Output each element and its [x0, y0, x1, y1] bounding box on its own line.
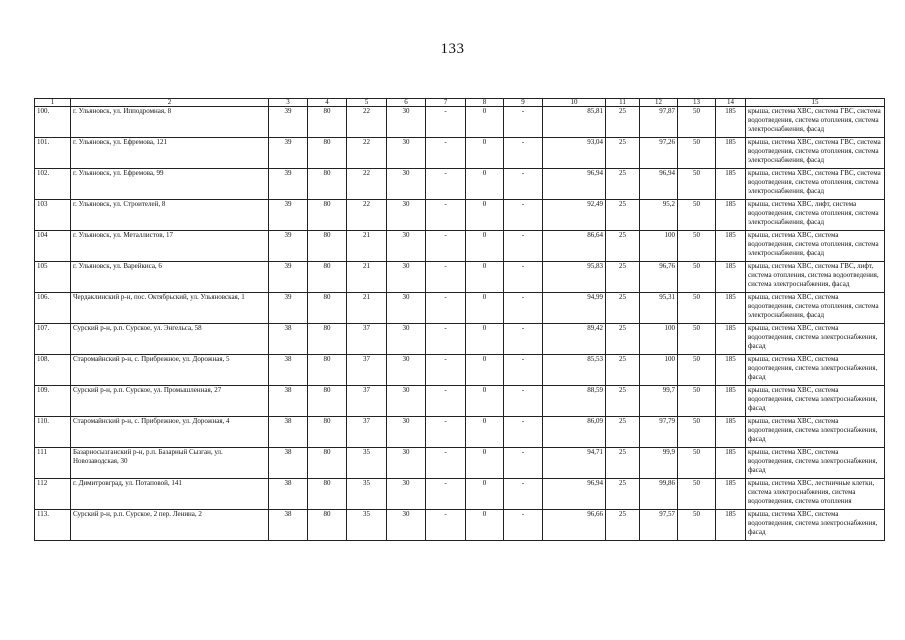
address-cell: Сурский р-н, р.п. Сурское, 2 пер. Ленина, 2	[71, 510, 269, 541]
col-13-cell: 50	[678, 293, 716, 324]
col-3-cell: 38	[269, 510, 308, 541]
column-number-row	[35, 99, 885, 107]
address-cell: Базарносызганский р-н, р.п. Базарный Сызган, ул. Новозаводская, 30	[71, 448, 269, 479]
col-3-cell: 38	[269, 417, 308, 448]
address-cell: Сурский р-н, р.п. Сурское, ул. Промышленная, 27	[71, 386, 269, 417]
col-3-cell: 38	[269, 448, 308, 479]
col-13-cell: 50	[678, 324, 716, 355]
col-10-cell: 85,53	[543, 355, 606, 386]
col-4-cell: 80	[308, 417, 347, 448]
col-5-cell: 35	[347, 448, 387, 479]
col-12-cell: 96,76	[640, 262, 678, 293]
col-6-cell: 30	[387, 169, 426, 200]
works-list-cell: крыша, система ХВС, система водоотведения, система электроснабжения, фасад	[746, 448, 885, 479]
col-5-cell: 21	[347, 262, 387, 293]
col-11-cell: 25	[606, 138, 640, 169]
col-10-cell: 88,59	[543, 386, 606, 417]
col-9-cell: -	[504, 262, 543, 293]
col-8-cell: 0	[466, 355, 504, 386]
col-3-cell: 38	[269, 355, 308, 386]
col-9-cell: -	[504, 324, 543, 355]
column-number-cell: 2	[71, 99, 269, 107]
row-number-cell: 104	[35, 231, 71, 262]
col-6-cell: 30	[387, 448, 426, 479]
col-6-cell: 30	[387, 107, 426, 138]
col-8-cell: 0	[466, 138, 504, 169]
col-14-cell: 185	[716, 138, 746, 169]
col-12-cell: 97,79	[640, 417, 678, 448]
col-10-cell: 89,42	[543, 324, 606, 355]
col-14-cell: 185	[716, 107, 746, 138]
address-cell: Сурский р-н, р.п. Сурское, ул. Энгельса, 58	[71, 324, 269, 355]
table-row	[35, 169, 885, 200]
col-3-cell: 39	[269, 138, 308, 169]
col-12-cell: 97,26	[640, 138, 678, 169]
col-10-cell: 94,71	[543, 448, 606, 479]
col-3-cell: 39	[269, 262, 308, 293]
col-9-cell: -	[504, 355, 543, 386]
column-number-cell: 5	[347, 99, 387, 107]
col-4-cell: 80	[308, 231, 347, 262]
col-12-cell: 100	[640, 355, 678, 386]
col-7-cell: -	[426, 200, 466, 231]
col-7-cell: -	[426, 138, 466, 169]
col-7-cell: -	[426, 510, 466, 541]
col-11-cell: 25	[606, 324, 640, 355]
col-14-cell: 185	[716, 200, 746, 231]
col-11-cell: 25	[606, 107, 640, 138]
works-list-cell: крыша, система ХВС, лестничные клетки, система электроснабжения, система водоотведения, система отопления	[746, 479, 885, 510]
column-number-cell: 9	[504, 99, 543, 107]
col-10-cell: 86,09	[543, 417, 606, 448]
col-13-cell: 50	[678, 386, 716, 417]
col-7-cell: -	[426, 355, 466, 386]
address-cell: г. Ульяновск, ул. Ефремова, 99	[71, 169, 269, 200]
col-4-cell: 80	[308, 386, 347, 417]
col-8-cell: 0	[466, 324, 504, 355]
col-9-cell: -	[504, 386, 543, 417]
col-5-cell: 35	[347, 479, 387, 510]
col-8-cell: 0	[466, 262, 504, 293]
col-10-cell: 94,99	[543, 293, 606, 324]
col-13-cell: 50	[678, 262, 716, 293]
row-number-cell: 110.	[35, 417, 71, 448]
column-number-cell: 6	[387, 99, 426, 107]
works-list-cell: крыша, система ХВС, система ГВС, система водоотведения, система отопления, система электроснабжения, фасад	[746, 169, 885, 200]
works-list-cell: крыша, система ХВС, лифт, система водоотведения, система отопления, система электроснабжения, фасад	[746, 200, 885, 231]
col-10-cell: 96,66	[543, 510, 606, 541]
col-10-cell: 85,81	[543, 107, 606, 138]
col-11-cell: 25	[606, 355, 640, 386]
col-11-cell: 25	[606, 169, 640, 200]
row-number-cell: 111	[35, 448, 71, 479]
address-cell: г. Ульяновск, ул. Ипподромная, 8	[71, 107, 269, 138]
col-3-cell: 38	[269, 386, 308, 417]
table-row	[35, 386, 885, 417]
col-13-cell: 50	[678, 200, 716, 231]
col-7-cell: -	[426, 386, 466, 417]
col-4-cell: 80	[308, 479, 347, 510]
col-3-cell: 39	[269, 231, 308, 262]
table-row	[35, 262, 885, 293]
col-7-cell: -	[426, 324, 466, 355]
col-7-cell: -	[426, 262, 466, 293]
works-list-cell: крыша, система ХВС, система ГВС, лифт, система отопления, система водоотведения, система электроснабжения, фасад	[746, 262, 885, 293]
col-7-cell: -	[426, 479, 466, 510]
col-14-cell: 185	[716, 417, 746, 448]
col-5-cell: 35	[347, 510, 387, 541]
col-11-cell: 25	[606, 417, 640, 448]
col-4-cell: 80	[308, 324, 347, 355]
col-12-cell: 96,94	[640, 169, 678, 200]
col-13-cell: 50	[678, 510, 716, 541]
col-13-cell: 50	[678, 169, 716, 200]
col-8-cell: 0	[466, 510, 504, 541]
column-number-cell: 15	[746, 99, 885, 107]
col-11-cell: 25	[606, 510, 640, 541]
col-8-cell: 0	[466, 386, 504, 417]
col-14-cell: 185	[716, 355, 746, 386]
table-row	[35, 355, 885, 386]
col-4-cell: 80	[308, 169, 347, 200]
column-number-cell: 10	[543, 99, 606, 107]
row-number-cell: 107.	[35, 324, 71, 355]
row-number-cell: 106.	[35, 293, 71, 324]
col-4-cell: 80	[308, 510, 347, 541]
column-number-cell: 13	[678, 99, 716, 107]
col-7-cell: -	[426, 169, 466, 200]
col-13-cell: 50	[678, 448, 716, 479]
works-table	[34, 98, 885, 541]
col-9-cell: -	[504, 479, 543, 510]
col-10-cell: 95,83	[543, 262, 606, 293]
col-8-cell: 0	[466, 200, 504, 231]
col-14-cell: 185	[716, 479, 746, 510]
works-list-cell: крыша, система ХВС, система водоотведения, система электроснабжения, фасад	[746, 324, 885, 355]
col-5-cell: 37	[347, 355, 387, 386]
col-5-cell: 37	[347, 417, 387, 448]
col-14-cell: 185	[716, 386, 746, 417]
col-9-cell: -	[504, 510, 543, 541]
col-13-cell: 50	[678, 355, 716, 386]
table-row	[35, 448, 885, 479]
works-list-cell: крыша, система ХВС, система водоотведения, система электроснабжения, фасад	[746, 417, 885, 448]
address-cell: г. Димитровград, ул. Потаповой, 141	[71, 479, 269, 510]
col-4-cell: 80	[308, 293, 347, 324]
col-9-cell: -	[504, 169, 543, 200]
col-11-cell: 25	[606, 231, 640, 262]
col-5-cell: 22	[347, 169, 387, 200]
col-6-cell: 30	[387, 200, 426, 231]
col-12-cell: 100	[640, 324, 678, 355]
col-9-cell: -	[504, 293, 543, 324]
col-14-cell: 185	[716, 293, 746, 324]
col-9-cell: -	[504, 200, 543, 231]
col-5-cell: 21	[347, 293, 387, 324]
row-number-cell: 105	[35, 262, 71, 293]
column-number-cell: 8	[466, 99, 504, 107]
col-10-cell: 93,04	[543, 138, 606, 169]
col-8-cell: 0	[466, 479, 504, 510]
col-12-cell: 99,9	[640, 448, 678, 479]
address-cell: г. Ульяновск, ул. Ефремова, 121	[71, 138, 269, 169]
col-3-cell: 38	[269, 324, 308, 355]
row-number-cell: 102.	[35, 169, 71, 200]
address-cell: Старомайнский р-н, с. Прибрежное, ул. Дорожная, 4	[71, 417, 269, 448]
table-body	[35, 99, 885, 541]
col-4-cell: 80	[308, 262, 347, 293]
works-list-cell: крыша, система ХВС, система ГВС, система водоотведения, система отопления, система электроснабжения, фасад	[746, 107, 885, 138]
col-9-cell: -	[504, 231, 543, 262]
address-cell: г. Ульяновск, ул. Строителей, 8	[71, 200, 269, 231]
table-row	[35, 510, 885, 541]
col-12-cell: 97,87	[640, 107, 678, 138]
col-7-cell: -	[426, 417, 466, 448]
col-6-cell: 30	[387, 262, 426, 293]
col-14-cell: 185	[716, 510, 746, 541]
col-11-cell: 25	[606, 200, 640, 231]
col-10-cell: 92,49	[543, 200, 606, 231]
col-14-cell: 185	[716, 231, 746, 262]
table-row	[35, 138, 885, 169]
table-row	[35, 200, 885, 231]
col-7-cell: -	[426, 293, 466, 324]
col-5-cell: 21	[347, 231, 387, 262]
col-8-cell: 0	[466, 231, 504, 262]
row-number-cell: 113.	[35, 510, 71, 541]
col-13-cell: 50	[678, 479, 716, 510]
table-row	[35, 324, 885, 355]
col-7-cell: -	[426, 231, 466, 262]
column-number-cell: 3	[269, 99, 308, 107]
col-5-cell: 22	[347, 200, 387, 231]
col-6-cell: 30	[387, 355, 426, 386]
col-9-cell: -	[504, 417, 543, 448]
row-number-cell: 103	[35, 200, 71, 231]
address-cell: Старомайнский р-н, с. Прибрежное, ул. Дорожная, 5	[71, 355, 269, 386]
col-6-cell: 30	[387, 293, 426, 324]
address-cell: г. Ульяновск, ул. Металлистов, 17	[71, 231, 269, 262]
col-4-cell: 80	[308, 107, 347, 138]
col-10-cell: 86,64	[543, 231, 606, 262]
col-12-cell: 97,57	[640, 510, 678, 541]
col-9-cell: -	[504, 138, 543, 169]
col-12-cell: 100	[640, 231, 678, 262]
table-row	[35, 231, 885, 262]
col-5-cell: 22	[347, 107, 387, 138]
col-8-cell: 0	[466, 293, 504, 324]
column-number-cell: 14	[716, 99, 746, 107]
col-6-cell: 30	[387, 417, 426, 448]
row-number-cell: 109.	[35, 386, 71, 417]
row-number-cell: 112	[35, 479, 71, 510]
page-number: 133	[440, 41, 465, 57]
col-8-cell: 0	[466, 448, 504, 479]
col-6-cell: 30	[387, 479, 426, 510]
address-cell: Чердаклинский р-н, пос. Октябрьский, ул. Ульяновская, 1	[71, 293, 269, 324]
col-14-cell: 185	[716, 169, 746, 200]
table-row	[35, 107, 885, 138]
row-number-cell: 101.	[35, 138, 71, 169]
works-list-cell: крыша, система ХВС, система водоотведения, система отопления, система электроснабжения, фасад	[746, 293, 885, 324]
col-6-cell: 30	[387, 231, 426, 262]
col-11-cell: 25	[606, 479, 640, 510]
col-4-cell: 80	[308, 355, 347, 386]
column-number-cell: 12	[640, 99, 678, 107]
col-7-cell: -	[426, 107, 466, 138]
column-number-cell: 11	[606, 99, 640, 107]
col-12-cell: 95,31	[640, 293, 678, 324]
col-12-cell: 99,7	[640, 386, 678, 417]
works-list-cell: крыша, система ХВС, система водоотведения, система электроснабжения, фасад	[746, 386, 885, 417]
column-number-cell: 4	[308, 99, 347, 107]
col-3-cell: 39	[269, 169, 308, 200]
col-6-cell: 30	[387, 138, 426, 169]
address-cell: г. Ульяновск, ул. Варейкиса, 6	[71, 262, 269, 293]
col-5-cell: 37	[347, 324, 387, 355]
col-9-cell: -	[504, 107, 543, 138]
col-5-cell: 37	[347, 386, 387, 417]
column-number-cell: 1	[35, 99, 71, 107]
col-4-cell: 80	[308, 200, 347, 231]
col-14-cell: 185	[716, 324, 746, 355]
col-11-cell: 25	[606, 262, 640, 293]
col-12-cell: 95,2	[640, 200, 678, 231]
col-6-cell: 30	[387, 386, 426, 417]
col-4-cell: 80	[308, 448, 347, 479]
col-8-cell: 0	[466, 417, 504, 448]
col-11-cell: 25	[606, 293, 640, 324]
table-row	[35, 479, 885, 510]
col-3-cell: 38	[269, 479, 308, 510]
col-12-cell: 99,86	[640, 479, 678, 510]
col-6-cell: 30	[387, 510, 426, 541]
col-13-cell: 50	[678, 107, 716, 138]
table-row	[35, 293, 885, 324]
col-7-cell: -	[426, 448, 466, 479]
row-number-cell: 108.	[35, 355, 71, 386]
col-9-cell: -	[504, 448, 543, 479]
col-5-cell: 22	[347, 138, 387, 169]
col-11-cell: 25	[606, 448, 640, 479]
col-3-cell: 39	[269, 293, 308, 324]
col-10-cell: 96,94	[543, 479, 606, 510]
works-list-cell: крыша, система ХВС, система водоотведения, система отопления, система электроснабжения, фасад	[746, 231, 885, 262]
col-6-cell: 30	[387, 324, 426, 355]
col-4-cell: 80	[308, 138, 347, 169]
col-13-cell: 50	[678, 138, 716, 169]
col-13-cell: 50	[678, 231, 716, 262]
col-14-cell: 185	[716, 262, 746, 293]
col-8-cell: 0	[466, 169, 504, 200]
col-14-cell: 185	[716, 448, 746, 479]
column-number-cell: 7	[426, 99, 466, 107]
works-list-cell: крыша, система ХВС, система водоотведения, система электроснабжения, фасад	[746, 355, 885, 386]
row-number-cell: 100.	[35, 107, 71, 138]
col-3-cell: 39	[269, 107, 308, 138]
works-list-cell: крыша, система ХВС, система водоотведения, система электроснабжения, фасад	[746, 510, 885, 541]
works-list-cell: крыша, система ХВС, система ГВС, система водоотведения, система отопления, система электроснабжения, фасад	[746, 138, 885, 169]
table-row	[35, 417, 885, 448]
col-8-cell: 0	[466, 107, 504, 138]
col-10-cell: 96,94	[543, 169, 606, 200]
col-3-cell: 39	[269, 200, 308, 231]
col-11-cell: 25	[606, 386, 640, 417]
col-13-cell: 50	[678, 417, 716, 448]
